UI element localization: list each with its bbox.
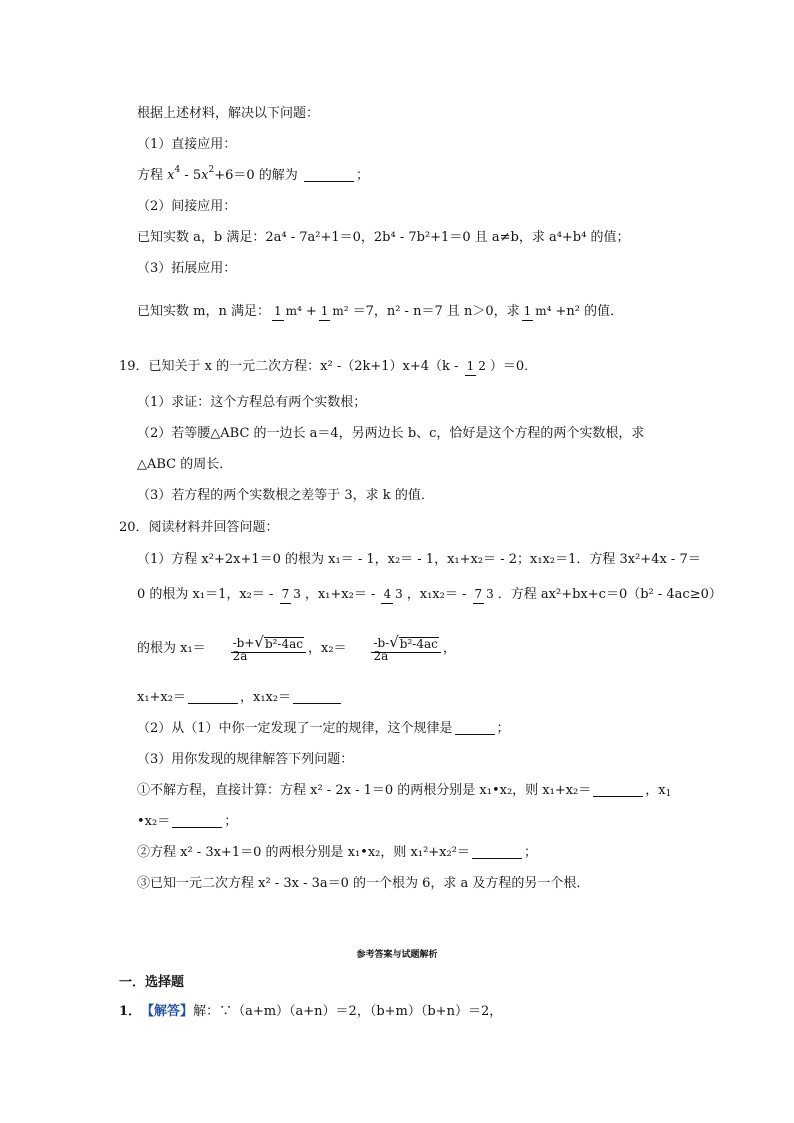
answer-1: 1． 【解答】 解：∵（a+m）（a+n）＝2，（b+m）（b+n）＝2，: [119, 1004, 503, 1019]
q20-part3-item3: ③已知一元二次方程 x² - 3x - 3a＝0 的一个根为 6，求 a 及方程的另一个根．: [137, 876, 590, 891]
part2-text: 已知实数 a，b 满足：2a⁴ - 7a²+1＝0，2b⁴ - 7b²+1＝0 且 a≠b，求 a⁴+b⁴ 的值；: [137, 230, 630, 245]
quadratic-formula-root2: -b- √ b²-4ac 2a: [349, 623, 441, 674]
answer-blank[interactable]: [293, 691, 341, 704]
q19-part2-line2: △ABC 的周长．: [137, 457, 233, 472]
q20-part1-line3: 的根为 x₁＝ -b+ √ b²-4ac 2a ，x₂＝ -b- √ b²-4ac 2a ，: [137, 626, 456, 670]
fraction: 4 3: [381, 588, 404, 600]
q20-part1-line2: 0 的根为 x₁＝1，x₂＝ - 7 3 ，x₁+x₂＝ - 4 3 ，x₁x₂＝ - 7 3 ．方程 ax²+bx+c＝0（b² - 4ac≥0）: [137, 576, 722, 612]
part3-label: （3）拓展应用：: [137, 261, 237, 276]
question-20: 20．阅读材料并回答问题：: [119, 520, 279, 535]
q19-part3: （3）若方程的两个实数根之差等于 3，求 k 的值．: [137, 488, 434, 503]
part1-equation-line: 方程 x 4 - 5 x 2 +6＝0 的解为 ；: [137, 165, 369, 183]
q19-part2-line1: （2）若等腰△ABC 的一边长 a＝4，另两边长 b、c，恰好是这个方程的两个实数根，求: [137, 426, 645, 441]
answer-blank[interactable]: [472, 846, 522, 859]
answer-tag: 【解答】: [141, 1004, 194, 1019]
q20-part3: （3）用你发现的规律解答下列问题：: [137, 752, 354, 767]
answer-section-title: 参考答案与试题解析: [356, 950, 438, 960]
fraction: 1 2: [465, 360, 488, 372]
answer-blank[interactable]: [172, 815, 222, 828]
intro-text: 根据上述材料，解决以下问题：: [137, 106, 320, 121]
q20-part1-line1: （1）方程 x²+2x+1＝0 的根为 x₁＝ - 1，x₂＝ - 1，x₁+x₂＝ - 2；x₁x₂＝1．方程 3x²+4x - 7＝: [137, 552, 701, 567]
intro-line: [137, 107, 319, 120]
part3-text: 已知实数 m，n 满足： 1 m⁴ + 1 m² ＝7，n² - n＝7 且 n＞0，求 1 m⁴ +n² 的值．: [137, 293, 623, 329]
section-heading-choice: 一．选择题: [119, 975, 185, 990]
answer-blank[interactable]: [188, 691, 238, 704]
fraction: 1 m⁴: [272, 305, 304, 317]
fraction: 1 m²: [319, 305, 351, 317]
fraction: 7 3: [473, 588, 496, 600]
q20-part1-line4: x₁+x₂＝ ，x₁x₂＝: [137, 691, 343, 704]
q20-part3-item1-line2: •x₂＝ ；: [137, 814, 238, 829]
fraction: 1 m⁴: [522, 305, 554, 317]
answer-blank[interactable]: [304, 169, 354, 182]
q20-part2: （2）从（1）中你一定发现了一定的规律，这个规律是 ；: [137, 721, 510, 736]
q20-part3-item2: ②方程 x² - 3x+1＝0 的两根分别是 x₁•x₂，则 x₁²+x₂²＝ ；: [137, 845, 537, 860]
q20-part3-item1-line1: ①不解方程，直接计算：方程 x² - 2x - 1＝0 的两根分别是 x₁•x₂，则 x₁+x₂＝ ，x 1: [137, 783, 672, 799]
answer-blank[interactable]: [593, 784, 643, 797]
quadratic-formula-root1: -b+ √ b²-4ac 2a: [208, 623, 306, 674]
fraction: 7 3: [280, 588, 303, 600]
question-19: 19．已知关于 x 的一元二次方程：x² -（2k+1）x+4（k - 1 2 ）＝0．: [119, 348, 537, 384]
q19-part1: （1）求证：这个方程总有两个实数根；: [137, 395, 367, 410]
part2-label: （2）间接应用：: [137, 199, 237, 214]
part1-label: （1）直接应用：: [137, 137, 237, 152]
answer-blank[interactable]: [455, 722, 495, 735]
